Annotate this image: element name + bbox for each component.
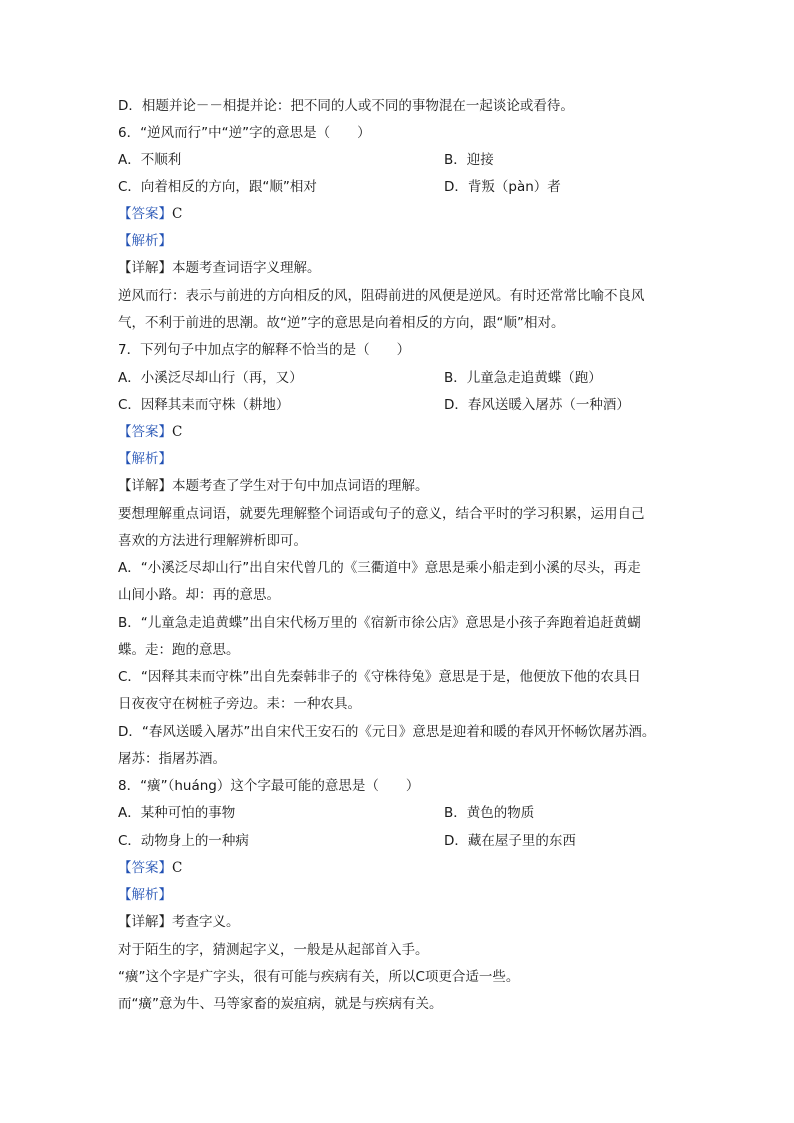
q5-option-d: D．相题并论－－相提并论：把不同的人或不同的事物混在一起谈论或看待。 — [118, 98, 574, 114]
q7-b-line1: B．“儿童急走追黄蝶”出自宋代杨万里的《宿新市徐公店》意思是小孩子奔跑着追赶黄蝴 — [118, 615, 641, 631]
answer-tag: 【答案】 — [118, 424, 172, 440]
analysis-tag: 【解析】 — [118, 451, 172, 467]
q8-line1: 对于陌生的字，猜测起字义，一般是从起部首入手。 — [118, 942, 429, 958]
q6-answer — [118, 205, 182, 223]
q6-option-b: B．迎接 — [444, 152, 494, 168]
q7-a-line1: A．“小溪泛尽却山行”出自宋代曾几的《三衢道中》意思是乘小船走到小溪的尽头，再走 — [118, 560, 641, 576]
q8-answer — [118, 859, 182, 877]
answer-tag: 【答案】 — [118, 206, 172, 222]
answer-value: C — [172, 206, 183, 222]
q7-b-line2: 蝶。走：跑的意思。 — [118, 642, 240, 658]
q6-option-d: D．背叛（pàn）者 — [444, 179, 561, 195]
q7-c-line2: 日夜夜守在树桩子旁边。耒：一种农具。 — [118, 696, 361, 712]
q8-analysis-tag — [118, 886, 172, 904]
q7-analysis-tag — [118, 450, 172, 468]
q6-detail — [118, 259, 321, 277]
q8-option-a: A．某种可怕的事物 — [118, 805, 236, 821]
q6-analysis-tag — [118, 232, 172, 250]
answer-tag: 【答案】 — [118, 860, 172, 876]
q7-c-line1: C．“因释其耒而守株”出自先秦韩非子的《守株待兔》意思是于是，他便放下他的农具日 — [118, 669, 641, 685]
detail-text: 考查字义。 — [172, 914, 240, 930]
q7-option-c: C．因释其耒而守株（耕地） — [118, 397, 290, 413]
q7-option-d: D．春风送暖入屠苏（一种酒） — [444, 397, 630, 413]
q6-option-a: A．不顺利 — [118, 152, 182, 168]
q7-intro-line2: 喜欢的方法进行理解辨析即可。 — [118, 533, 307, 549]
q8-question: 8．“癀”（huáng）这个字最可能的意思是（ ） — [118, 778, 420, 794]
detail-tag: 【详解】 — [118, 478, 172, 494]
answer-value: C — [172, 860, 183, 876]
q7-intro-line1: 要想理解重点词语，就要先理解整个词语或句子的意义，结合平时的学习积累，运用自己 — [118, 506, 645, 522]
analysis-tag: 【解析】 — [118, 233, 172, 249]
q7-d-line2: 屠苏：指屠苏酒。 — [118, 751, 226, 767]
q7-option-b: B．儿童急走追黄蝶（跑） — [444, 370, 602, 386]
q6-explain-line2: 气，不利于前进的思潮。故“逆”字的意思是向着相反的方向，跟“顺”相对。 — [118, 315, 565, 331]
detail-tag: 【详解】 — [118, 260, 172, 276]
q8-option-c: C．动物身上的一种病 — [118, 833, 249, 849]
detail-text: 本题考查了学生对于句中加点词语的理解。 — [172, 478, 429, 494]
q7-detail — [118, 477, 429, 495]
q8-option-d: D．藏在屋子里的东西 — [444, 833, 576, 849]
q8-line2: “癀”这个字是疒字头，很有可能与疾病有关，所以C项更合适一些。 — [118, 969, 520, 985]
detail-text: 本题考查词语字义理解。 — [172, 260, 321, 276]
q7-a-line2: 山间小路。却：再的意思。 — [118, 587, 280, 603]
q8-detail — [118, 913, 240, 931]
q7-option-a: A．小溪泛尽却山行（再，又） — [118, 370, 303, 386]
q7-answer — [118, 423, 182, 441]
q8-option-b: B．黄色的物质 — [444, 805, 535, 821]
q6-explain-line1: 逆风而行：表示与前进的方向相反的风，阻碍前进的风便是逆风。有时还常常比喻不良风 — [118, 288, 645, 304]
q7-question: 7．下列句子中加点字的解释不恰当的是（ ） — [118, 342, 411, 358]
detail-tag: 【详解】 — [118, 914, 172, 930]
q6-question: 6．“逆风而行”中“逆”字的意思是（ ） — [118, 125, 371, 141]
q6-option-c: C．向着相反的方向，跟“顺”相对 — [118, 179, 317, 195]
q7-d-line1: D．“春风送暖入屠苏”出自宋代王安石的《元日》意思是迎着和暖的春风开怀畅饮屠苏酒。 — [118, 724, 656, 740]
q8-line3: 而“癀”意为牛、马等家畜的炭疽病，就是与疾病有关。 — [118, 996, 443, 1012]
analysis-tag: 【解析】 — [118, 887, 172, 903]
answer-value: C — [172, 424, 183, 440]
